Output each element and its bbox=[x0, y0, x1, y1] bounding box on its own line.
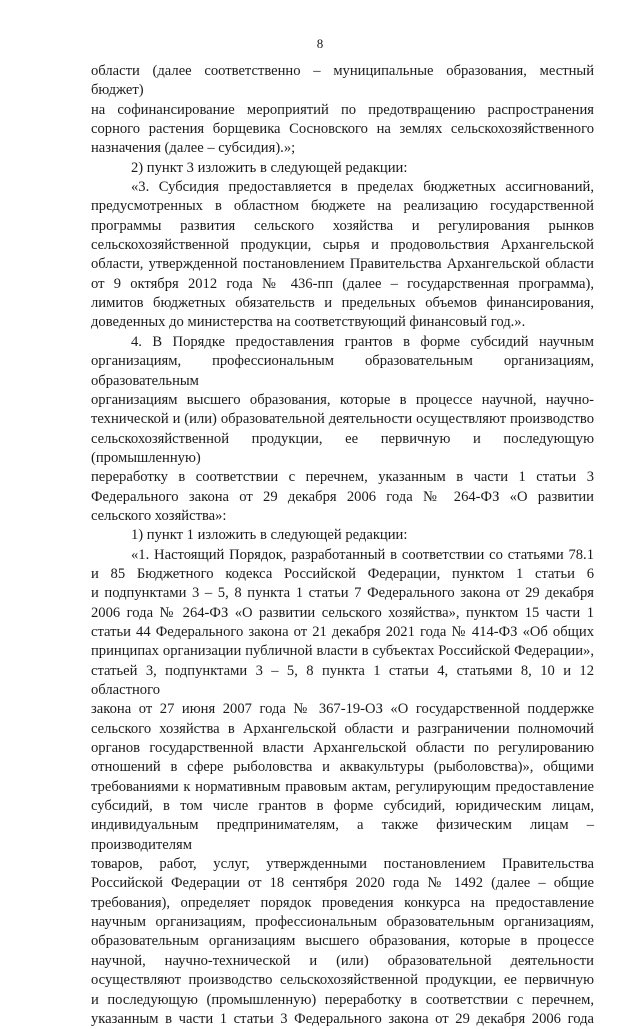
text-line: доведенных до министерства на соответствующий финансовый год.». bbox=[91, 314, 526, 331]
page-number: 8 bbox=[316, 36, 324, 51]
text-line: «1. Настоящий Порядок, разработанный в соответствии со статьями 78.1 bbox=[131, 546, 594, 563]
text-line: назначения (далее – субсидия).»; bbox=[91, 140, 296, 157]
text-line: сельскохозяйственной продукции, ее первичную и последующую (промышленную) bbox=[91, 430, 594, 466]
text-line: сельского хозяйства»: bbox=[91, 507, 227, 524]
text-line: индивидуальным предпринимателям, а также физическим лицам – производителям bbox=[91, 817, 594, 853]
text-line: научным организациям, профессиональным образовательным организациям, bbox=[91, 914, 594, 931]
text-line: статьи 44 Федерального закона от 21 декабря 2021 года № 414-ФЗ «Об общих bbox=[91, 623, 594, 640]
text-line: Российской Федерации от 18 сентября 2020 года № 1492 (далее – общие bbox=[91, 875, 594, 892]
text-line: предусмотренных в областном бюджете на реализацию государственной bbox=[91, 198, 594, 215]
text-line: сельского хозяйства в Архангельской области и разграничении полномочий bbox=[91, 720, 594, 737]
text-line: принципах организации публичной власти в субъектах Российской Федерации», bbox=[91, 643, 594, 660]
text-line: закона от 27 июня 2007 года № 367-19-ОЗ «О государственной поддержке bbox=[91, 701, 594, 718]
text-line: научной, научно-технической и (или) образовательной деятельности bbox=[91, 952, 594, 969]
text-line: технической и (или) образовательной деятельности осуществляют производство bbox=[91, 411, 594, 428]
text-line: области, утвержденной постановлением Правительства Архангельской области bbox=[91, 256, 594, 273]
text-line: 2) пункт 3 изложить в следующей редакции: bbox=[131, 159, 408, 176]
text-line: статьей 3, подпунктами 3 – 5, 8 пункта 1 статьи 4, статьями 8, 10 и 12 областного bbox=[91, 662, 594, 698]
text-line: требованиями к нормативным правовым актам, регулирующим предоставление bbox=[91, 778, 594, 795]
text-line: субсидий, в том числе грантов в форме субсидий, юридическим лицам, bbox=[91, 798, 594, 815]
text-line: на софинансирование мероприятий по предотвращению распространения bbox=[91, 101, 594, 118]
text-line: 2006 года № 264-ФЗ «О развитии сельского хозяйства», пунктом 15 части 1 bbox=[91, 604, 594, 621]
text-line: образовательным организациям высшего образования, которые в процессе bbox=[91, 933, 594, 950]
text-line: переработку в соответствии с перечнем, указанным в части 1 статьи 3 bbox=[91, 469, 594, 486]
document-body bbox=[91, 62, 594, 1029]
text-line: Федерального закона от 29 декабря 2006 года № 264-ФЗ «О развитии bbox=[91, 488, 594, 505]
text-line: программы развития сельского хозяйства и регулирования рынков bbox=[91, 217, 594, 234]
text-line: требования), определяет порядок проведения конкурса на предоставление bbox=[91, 894, 594, 911]
text-line: 1) пункт 1 изложить в следующей редакции: bbox=[131, 527, 408, 544]
text-line: сорного растения борщевика Сосновского на землях сельскохозяйственного bbox=[91, 121, 594, 138]
text-line: организациям, профессиональным образовательным организациям, образовательным bbox=[91, 353, 594, 389]
text-line: и подпунктами 3 – 5, 8 пункта 1 статьи 7 Федерального закона от 29 декабря bbox=[91, 585, 594, 602]
text-line: и 85 Бюджетного кодекса Российской Федерации, пунктом 1 статьи 6 bbox=[91, 565, 594, 582]
text-line: 4. В Порядке предоставления грантов в форме субсидий научным bbox=[131, 333, 594, 350]
text-line: товаров, работ, услуг, утвержденными постановлением Правительства bbox=[91, 856, 594, 873]
text-line: сельскохозяйственной продукции, сырья и продовольствия Архангельской bbox=[91, 237, 594, 254]
text-line: отношений в сфере рыболовства и аквакультуры (рыболовства)», общими bbox=[91, 759, 594, 776]
text-line: от 9 октября 2012 года № 436-пп (далее – государственная программа), bbox=[91, 275, 594, 292]
text-line: осуществляют производство сельскохозяйственной продукции, ее первичную bbox=[91, 972, 594, 989]
text-line: «3. Субсидия предоставляется в пределах бюджетных ассигнований, bbox=[131, 179, 594, 196]
text-line: организациям высшего образования, которые в процессе научной, научно- bbox=[91, 391, 594, 408]
text-line: области (далее соответственно – муниципальные образования, местный бюджет) bbox=[91, 63, 594, 99]
text-line: и последующую (промышленную) переработку в соответствии с перечнем, bbox=[91, 991, 594, 1008]
text-line: лимитов бюджетных обязательств и предельных объемов финансирования, bbox=[91, 295, 594, 312]
text-line: указанным в части 1 статьи 3 Федерального закона от 29 декабря 2006 года bbox=[91, 1010, 594, 1027]
text-line: органов государственной власти Архангельской области по регулированию bbox=[91, 740, 594, 757]
